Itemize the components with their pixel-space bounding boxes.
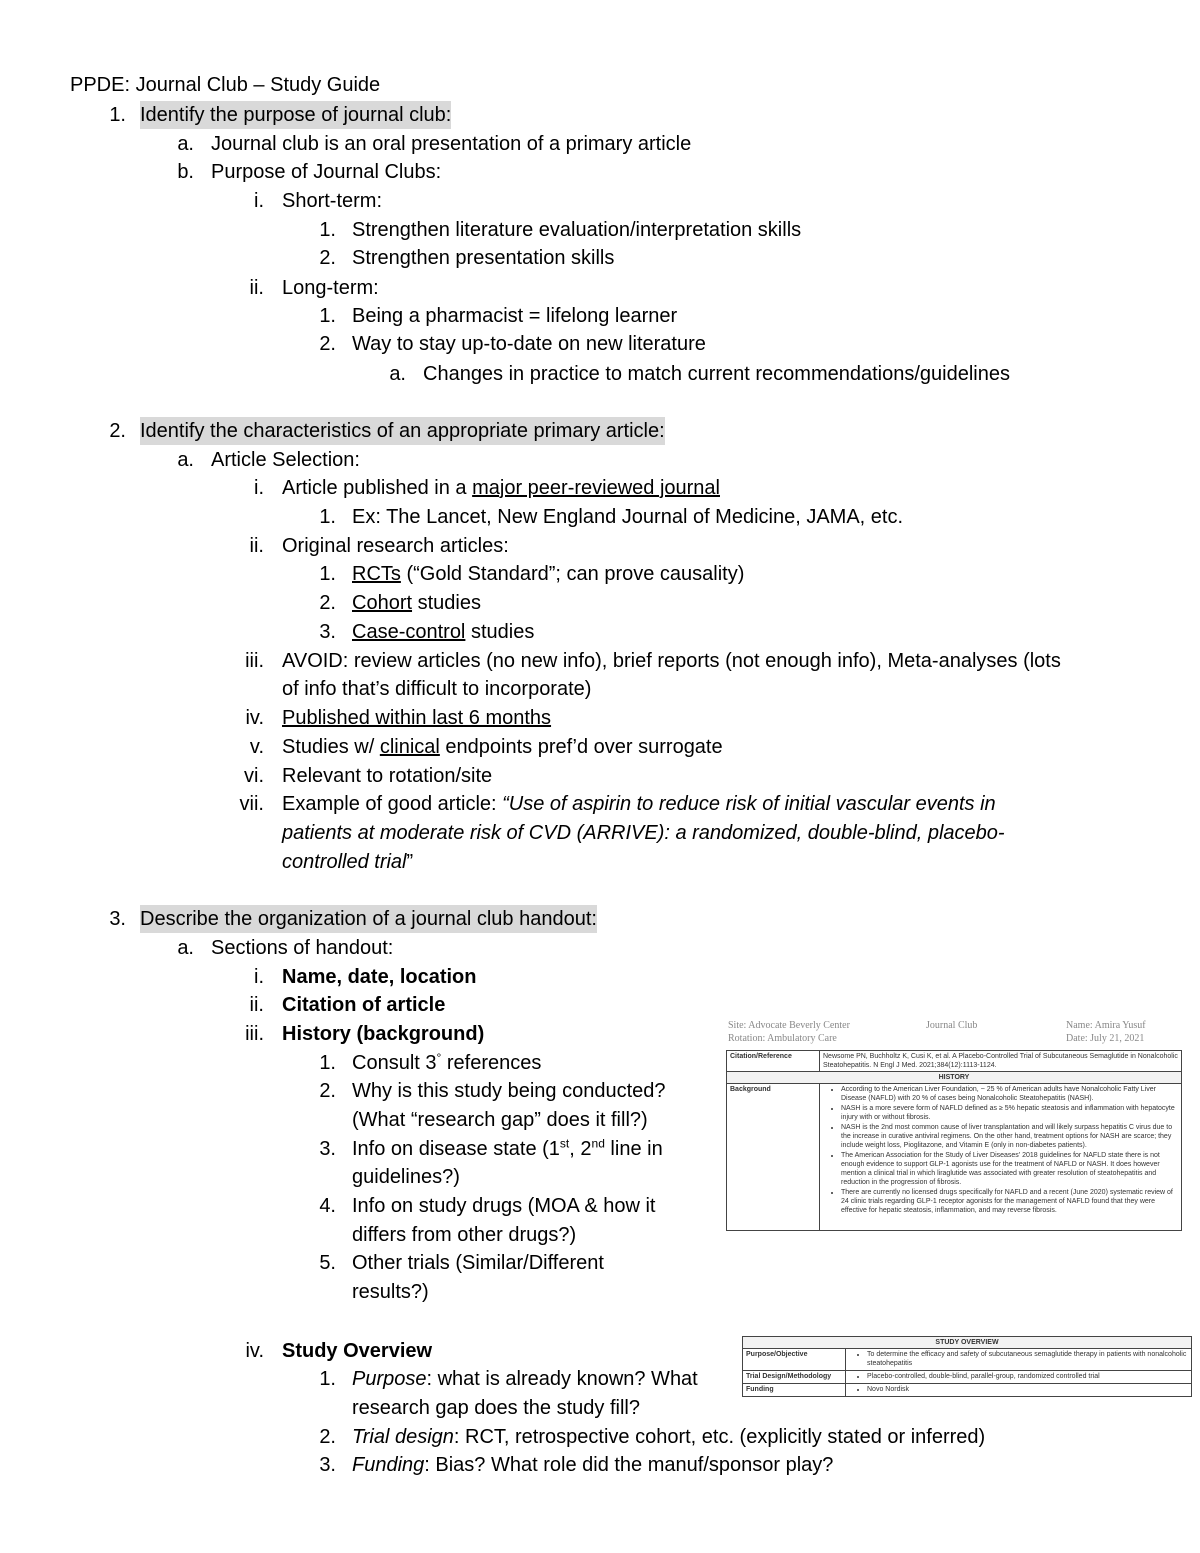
citation-label: Citation/Reference: [727, 1051, 820, 1072]
background-bullet: • NASH is a more severe form of NAFLD defined as ≥ 5% hepatic steatosis and inflammation with hepatocyte injury with or without fibrosis.: [841, 1104, 1178, 1122]
background-bullet: • NASH is the 2nd most common cause of liver transplantation and will likely surpass hepatitis C virus due to the increase in curative antiviral regimens. On the other hand, treatment options for NASH are scarce; they include weight loss, Pioglitazone, and Vitamin E (only in non-diabetes patients).: [841, 1123, 1178, 1150]
background-bullet: • According to the American Liver Foundation, ~ 25 % of American adults have Nonalcoholic Fatty Liver Disease (NAFLD) with 20 % of cases being Nonalcoholic Steatohepatitis (NASH).: [841, 1085, 1178, 1103]
handout-history-example: [726, 1018, 1182, 1254]
background-bullet: • The American Association for the Study of Liver Diseases' 2018 guidelines for NAFLD state there is not enough evidence to support GLP-1 agonists use for the treatment of NAFLD or NASH. It does however mention a clinical trial in which liraglutide was associated with greater resolution of steatohepatitis and reduction in the progression of fibrosis.: [841, 1151, 1178, 1187]
handout-history-table: [726, 1050, 1182, 1231]
citation-text: Newsome PN, Buchholtz K, Cusi K, et al. A Placebo-Controlled Trial of Subcutaneous Semaglutide in Nonalcoholic Steatohepatitis. N Engl J Med. 2021;384(12):1113-1124.: [820, 1051, 1182, 1072]
purpose-label: Purpose/Objective: [743, 1349, 846, 1371]
history-header: HISTORY: [727, 1072, 1182, 1084]
handout-title: Journal Club: [926, 1020, 978, 1031]
background-content: [820, 1084, 1182, 1231]
handout-study-overview-table: [742, 1336, 1192, 1397]
handout-name: Name: Amira Yusuf: [1066, 1020, 1146, 1031]
background-bullet: • There are currently no licensed drugs specifically for NAFLD and a recent (June 2020) systematic review of 24 clinic trials regarding GLP-1 receptor agonists for the management of NAFLD found that they were effective for hepatic steatosis, inflammation, and may reverse fibrosis.: [841, 1188, 1178, 1215]
handout-study-overview-example: [742, 1336, 1192, 1412]
handout-date: Date: July 21, 2021: [1066, 1033, 1145, 1044]
handout-rotation: Rotation: Ambulatory Care: [728, 1033, 837, 1044]
trial-design-label: Trial Design/Methodology: [743, 1371, 846, 1384]
handout-site: Site: Advocate Beverly Center: [728, 1020, 850, 1031]
purpose-content: [846, 1349, 1192, 1371]
trial-design-content: [846, 1371, 1192, 1384]
trial-design-bullet: • Placebo-controlled, double-blind, parallel-group, randomized controlled trial: [867, 1372, 1188, 1381]
background-label: Background: [727, 1084, 820, 1231]
funding-label: Funding: [743, 1384, 846, 1397]
study-overview-header: STUDY OVERVIEW: [743, 1337, 1192, 1349]
funding-bullet: • Novo Nordisk: [867, 1385, 1188, 1394]
purpose-bullet: • To determine the efficacy and safety of subcutaneous semaglutide therapy in patients with nonalcoholic steatohepatitis: [867, 1350, 1188, 1368]
funding-content: [846, 1384, 1192, 1397]
